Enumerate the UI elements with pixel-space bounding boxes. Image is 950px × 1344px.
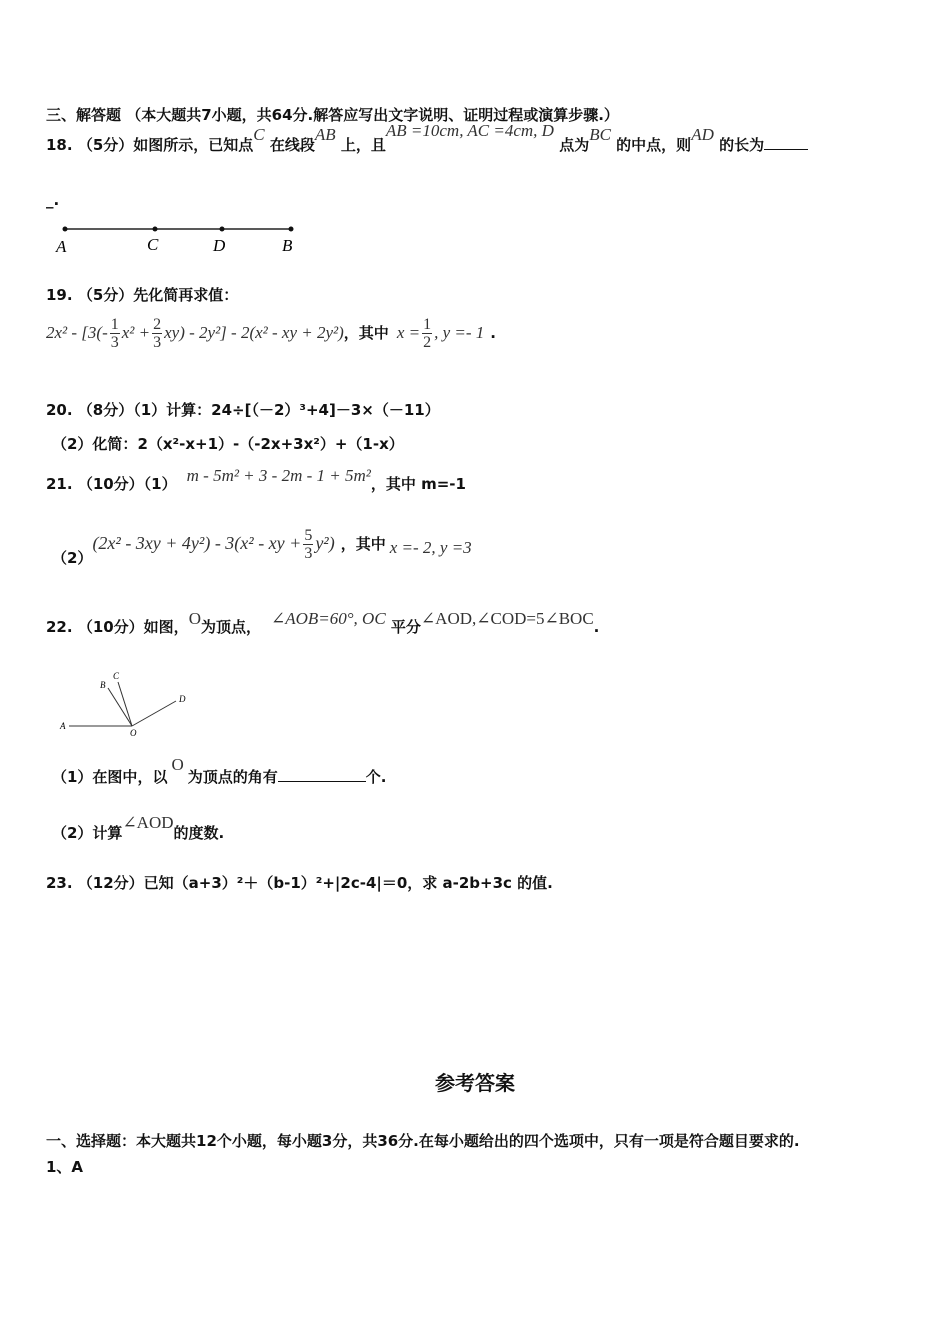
vertex-label-o: O [130,728,137,738]
question-19: 19. （5分）先化简再求值： [46,286,239,304]
answers-title: 参考答案 [435,1071,515,1095]
point-label-b: B [282,236,293,255]
question-21-part1: 21. （10分）（1） m - 5m² + 3 - 2m - 1 + 5m²，其中 m=-1 [46,466,466,493]
ray-label-d: D [179,694,186,704]
question-22: 22. （10分）如图，O为顶点， ∠AOB=60°, OC 平分∠AOD,∠COD=5∠BOC. [46,609,600,636]
question-22-part1: （1）在图中，以O为顶点的角有 个. [52,755,387,786]
question-19-expression: 2x² - [3(- $\frac{1}{3}$ x² + $\frac{2}{3}$ xy) - 2y²] - 2(x² - xy + 2y²)，其中 x = $\frac{1}{2}$ , y =- 1 . [46,316,496,351]
point-label-c: C [147,235,159,254]
point-label-d: D [213,236,226,255]
question-21-part2: （2）(2x² - 3xy + 4y²) - 3(x² - xy + $\frac{5}{3}$ y²) ，其中 x =- 2, y =3 [52,527,472,567]
answers-section1: 一、选择题：本大题共12个小题，每小题3分，共36分.在每小题给出的四个选项中，只有一项是符合题目要求的. [46,1132,800,1150]
section-heading: 三、解答题 （本大题共7小题，共64分.解答应写出文字说明、证明过程或演算步骤.） [46,106,619,124]
angle-diagram [55,665,205,745]
question-22-part2: （2）计算∠AOD的度数. [52,813,225,842]
question-18: 18. （5分）如图所示，已知点C 在线段AB 上，且AB =10cm, AC =4cm, D 点为BC 的中点，则AD 的长为 [46,134,808,155]
ray-label-b: B [100,680,106,690]
question-23: 23. （12分）已知（a+3）²＋（b-1）²+|2c-4|＝0，求 a-2b+3c 的值. [46,874,553,892]
answer-1: 1、A [46,1158,84,1176]
question-20-part2: （2）化简：2（x²-x+1）-（-2x+3x²）+（1-x） [52,435,404,453]
ray-label-a: A [60,721,66,731]
segment-diagram [50,220,310,260]
ray-label-c: C [113,671,120,681]
question-20-part1: 20. （8分）（1）计算：24÷[（－2）³+4]－3×（－11） [46,401,440,419]
point-label-a: A [56,237,67,256]
question-18-tail: _. [46,191,60,209]
